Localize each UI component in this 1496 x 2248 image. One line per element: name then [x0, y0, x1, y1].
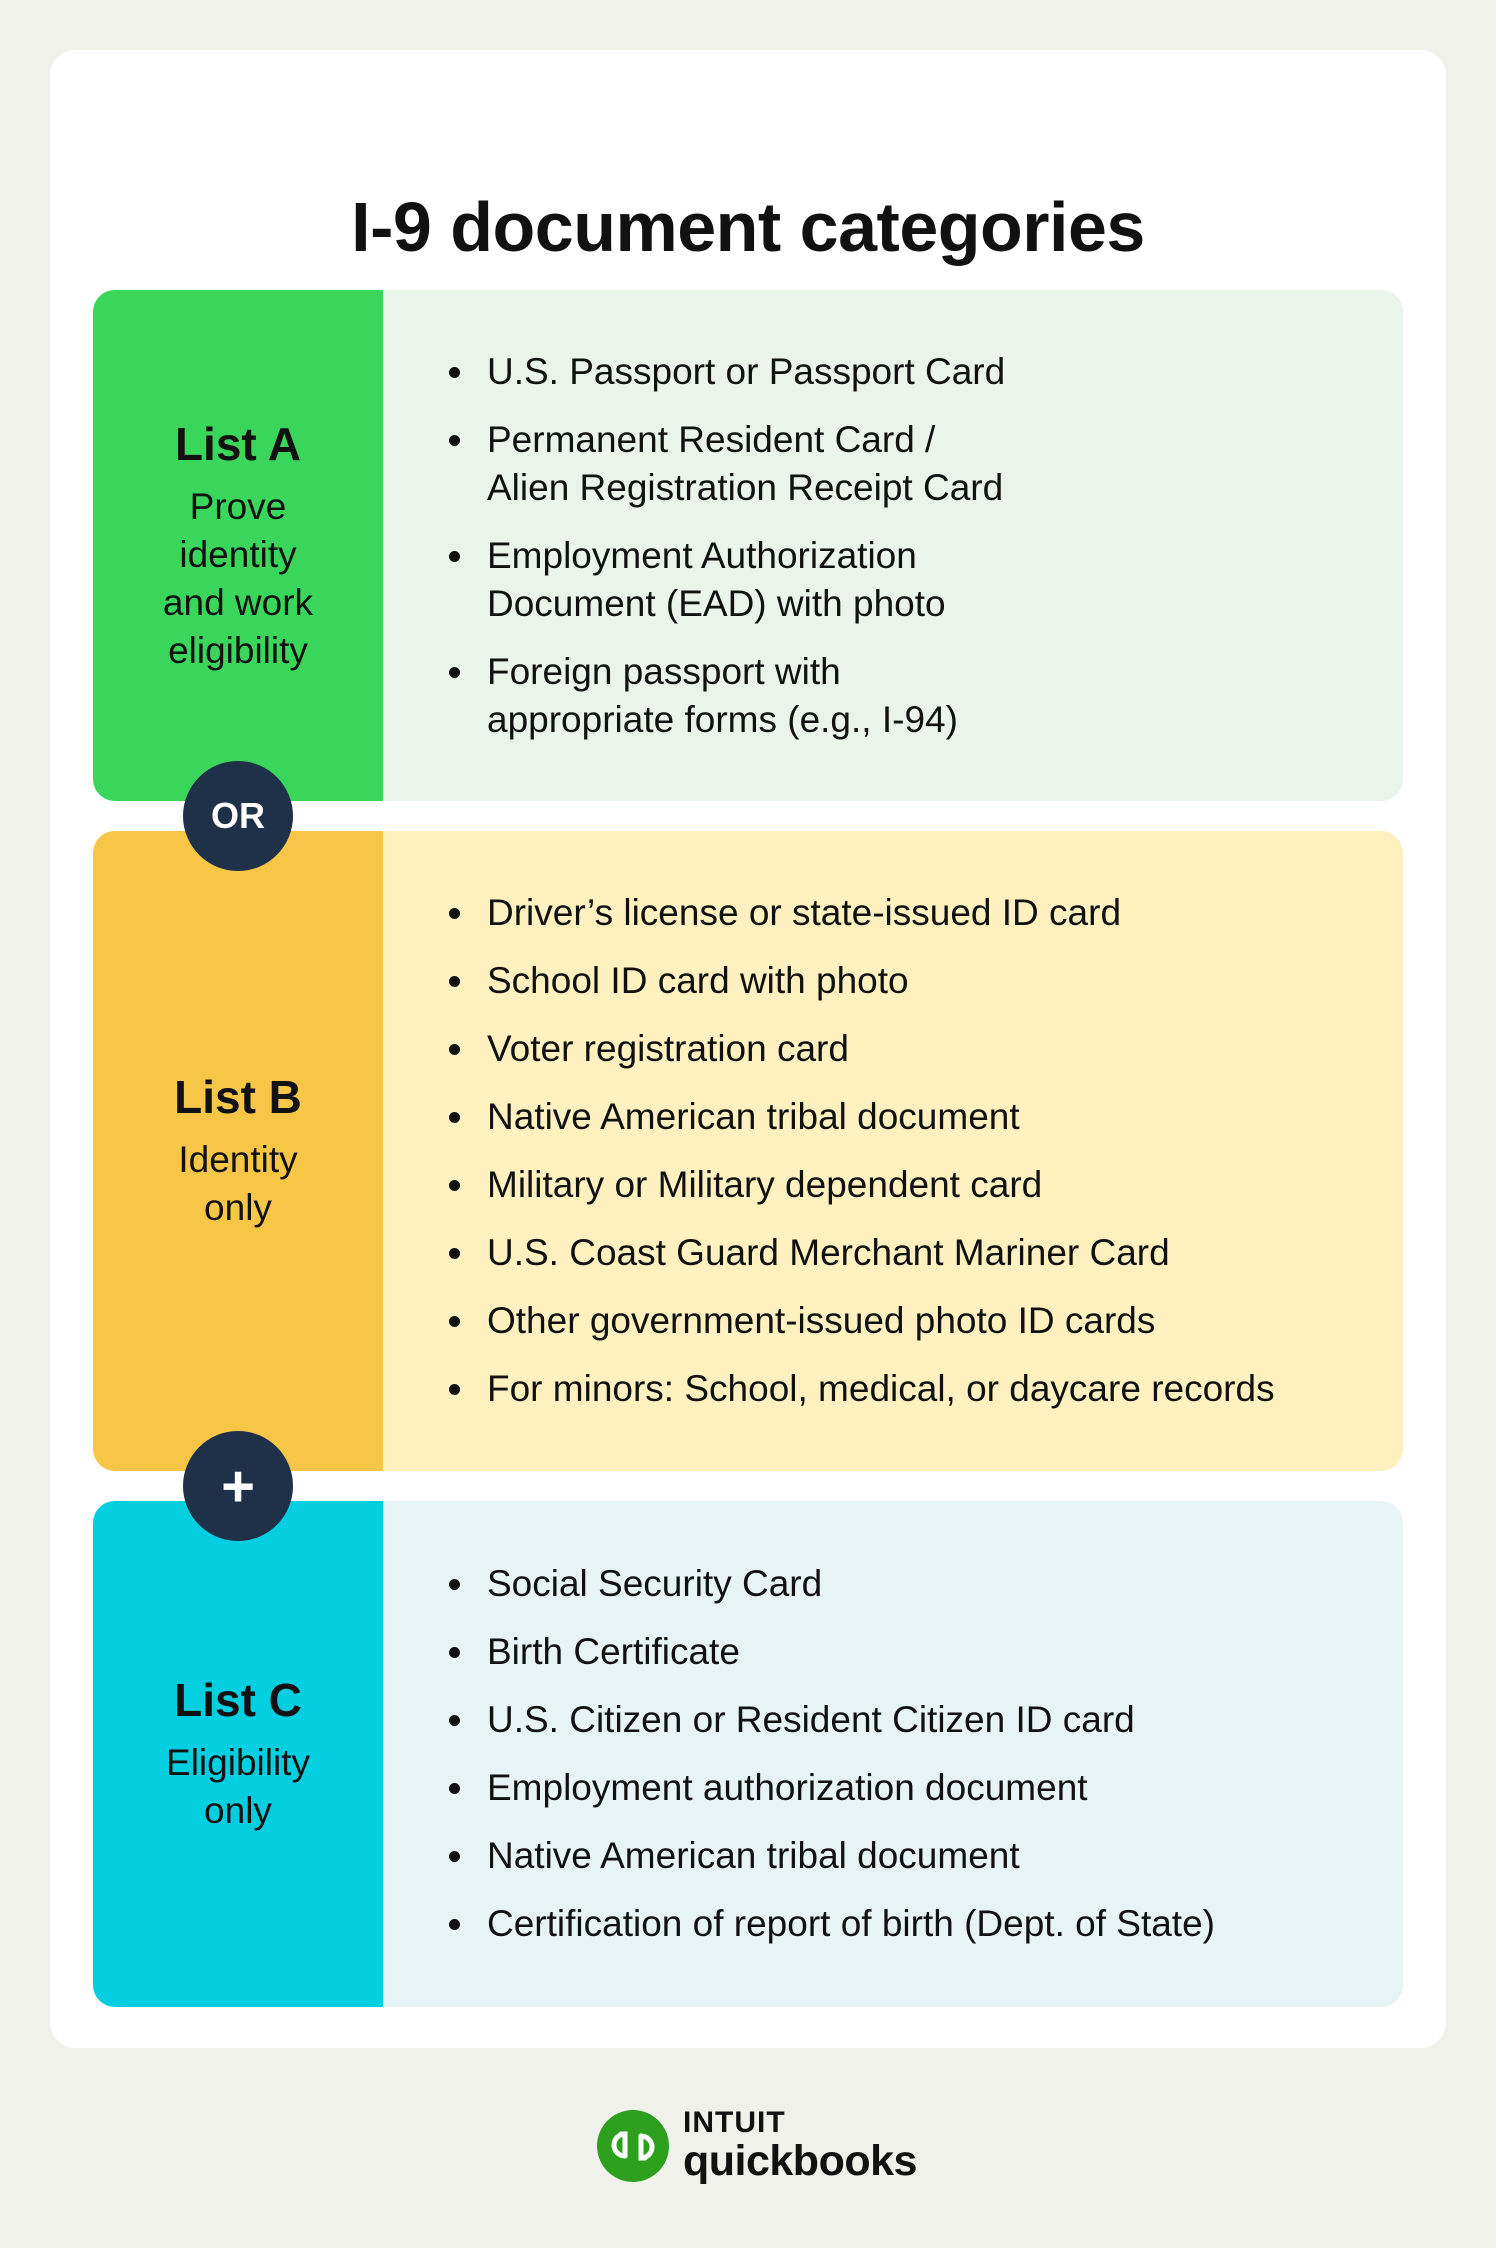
list-c-items: [449, 1560, 1215, 1948]
list-item: Foreign passport with appropriate forms (e.g., I-94): [449, 648, 1005, 744]
list-c-title: List C: [174, 1674, 302, 1726]
list-item: Native American tribal document: [449, 1832, 1215, 1880]
list-b-description: Identity only: [178, 1139, 298, 1228]
list-c-items-panel: [383, 1501, 1403, 2007]
list-a-items: [449, 348, 1005, 744]
list-item: Other government-issued photo ID cards: [449, 1297, 1275, 1345]
list-item: Voter registration card: [449, 1025, 1275, 1073]
list-a-title: List A: [174, 417, 302, 470]
page-title: I-9 document categories: [351, 188, 1145, 266]
list-a-items-panel: [383, 290, 1403, 801]
section-list-b: [93, 831, 1403, 1471]
brand-wordmark: [683, 2108, 917, 2183]
list-item: U.S. Coast Guard Merchant Mariner Card: [449, 1229, 1275, 1277]
or-connector-badge: OR: [183, 761, 293, 871]
list-c-label-panel: [93, 1501, 383, 2007]
list-item: For minors: School, medical, or daycare records: [449, 1365, 1275, 1413]
brand-intuit-text: INTUIT: [683, 2106, 786, 2139]
list-item: Driver’s license or state-issued ID card: [449, 889, 1275, 937]
list-b-label-panel: [93, 831, 383, 1471]
list-item: Permanent Resident Card / Alien Registration Receipt Card: [449, 416, 1005, 512]
list-item: Employment authorization document: [449, 1764, 1215, 1812]
list-item: Certification of report of birth (Dept. of State): [449, 1900, 1215, 1948]
section-list-a: [93, 290, 1403, 801]
list-b-title: List B: [174, 1071, 302, 1123]
list-a-description: Prove identity and work eligibility: [162, 485, 314, 671]
section-list-c: [93, 1501, 1403, 2007]
list-item: Military or Military dependent card: [449, 1161, 1275, 1209]
brand-quickbooks-text: quickbooks: [683, 2137, 917, 2185]
list-item: U.S. Citizen or Resident Citizen ID card: [449, 1696, 1215, 1744]
list-item: Social Security Card: [449, 1560, 1215, 1608]
list-item: Birth Certificate: [449, 1628, 1215, 1676]
list-item: Native American tribal document: [449, 1093, 1275, 1141]
quickbooks-logo-icon: [597, 2110, 669, 2182]
list-item: School ID card with photo: [449, 957, 1275, 1005]
list-a-label-panel: [93, 290, 383, 801]
list-item: U.S. Passport or Passport Card: [449, 348, 1005, 396]
list-c-description: Eligibility only: [166, 1742, 310, 1831]
list-b-items: [449, 889, 1275, 1413]
brand-logo-lockup: [597, 2108, 917, 2183]
plus-connector-badge: +: [183, 1431, 293, 1541]
list-b-items-panel: [383, 831, 1403, 1471]
list-item: Employment Authorization Document (EAD) with photo: [449, 532, 1005, 628]
